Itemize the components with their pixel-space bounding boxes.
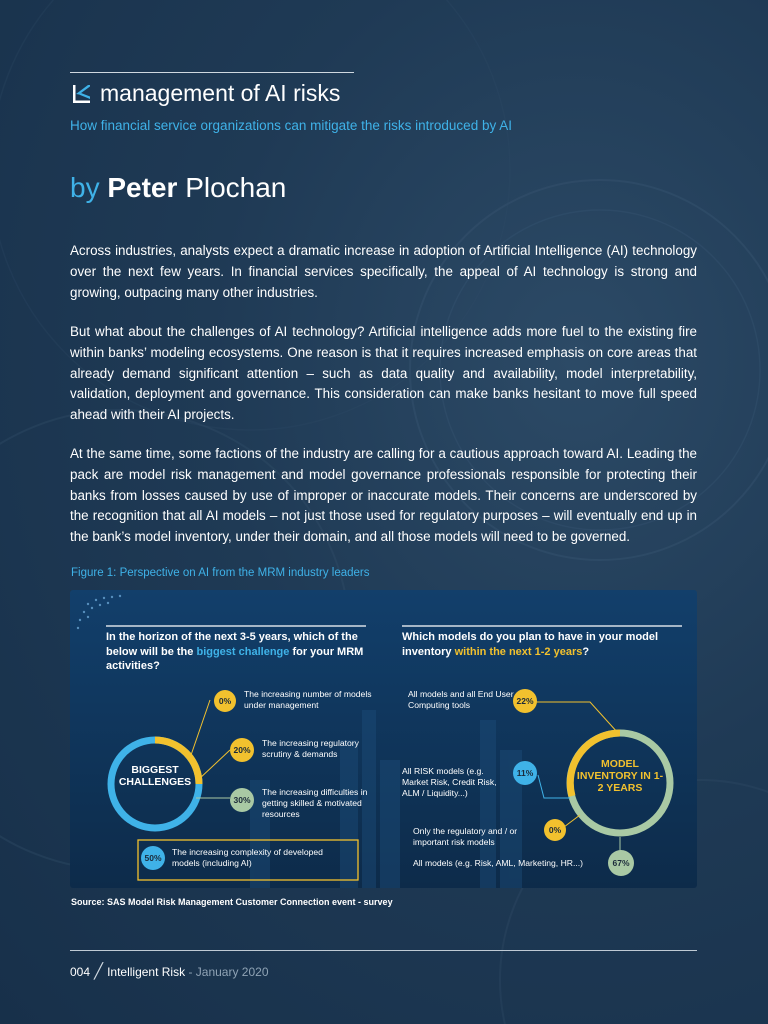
dotted-globe-decoration xyxy=(77,595,121,629)
k-logo-icon xyxy=(71,84,91,104)
option-label: The increasing complexity of developed models (including AI) xyxy=(172,847,323,868)
right-question-highlight: within the next 1-2 years xyxy=(454,645,583,658)
figure-source: Source: SAS Model Risk Management Customer Connection event - survey xyxy=(71,897,393,907)
author-first-name: Peter xyxy=(107,172,178,203)
pct-badge: 0% xyxy=(214,690,236,712)
right-question xyxy=(402,630,682,659)
pct-badge: 20% xyxy=(230,738,254,762)
header-rule xyxy=(70,72,354,73)
right-question-end: ? xyxy=(582,645,590,658)
option-label: All models (e.g. Risk, AML, Marketing, HR...) xyxy=(413,858,584,868)
model-inventory-label: MODEL INVENTORY IN 1-2 YEARS xyxy=(576,758,664,794)
option-label: The increasing difficulties in getting skilled & motivated resources xyxy=(262,787,368,819)
footer-slash: ╱ xyxy=(94,963,104,980)
article-subtitle: How financial service organizations can mitigate the risks introduced by AI xyxy=(70,118,512,133)
option-label: All models and all End User Computing tools xyxy=(408,689,514,710)
body-paragraph-2: But what about the challenges of AI technology? Artificial intelligence adds more fuel to the existing fire within banks’ modeling ecosystems. One reason is that it requires increased emphasis on core areas that already demand significant attention – such as data quality and availability, model interpretability, validation, deployment and governance. This consideration can make banks hesitant to move full speed ahead with their AI projects. xyxy=(70,324,697,423)
footer-rule xyxy=(70,950,697,951)
author-last-name: Plochan xyxy=(185,172,287,203)
pct-badge: 11% xyxy=(513,761,537,785)
left-question-highlight: biggest challenge xyxy=(196,645,290,658)
author-byline xyxy=(70,172,286,204)
right-question-text: Which models do you plan to have in your model inventory xyxy=(402,631,659,658)
page-number: 004 xyxy=(70,965,91,979)
publication-name: Intelligent Risk xyxy=(107,965,186,979)
left-question-end: for your MRM activities? xyxy=(106,645,364,672)
biggest-challenges-label: BIGGEST CHALLENGES xyxy=(118,764,192,788)
body-paragraph-1: Across industries, analysts expect a dramatic increase in adoption of Artificial Intelligence (AI) technology over the next few years. In financial services specifically, the appeal of AI technology is strong and growing, outpacing many other industries. xyxy=(70,243,697,300)
byline-by: by xyxy=(70,172,100,203)
pct-badge: 50% xyxy=(141,846,165,870)
pct-badge: 67% xyxy=(608,850,634,876)
page-footer xyxy=(70,962,269,980)
body-paragraph-3: At the same time, some factions of the industry are calling for a cautious approach toward AI. Leading the pack are model risk management and model governance professionals responsible for protecting their banks from losses caused by use of improper or inaccurate models. Their concerns are underscored by the recognition that all AI models – not just those used for regulatory purposes – will eventually end up in the bank’s model inventory, under their domain, and all those models will need to be governed. xyxy=(70,446,697,545)
pct-badge: 30% xyxy=(230,788,254,812)
option-label: The increasing number of models under management xyxy=(244,689,372,710)
figure-caption: Figure 1: Perspective on AI from the MRM industry leaders xyxy=(71,567,370,579)
option-label: All RISK models (e.g. Market Risk, Credit Risk, ALM / Liquidity...) xyxy=(402,766,497,798)
article-title: management of AI risks xyxy=(100,80,341,106)
left-question-text: In the horizon of the next 3-5 years, which of the below will be the xyxy=(106,631,358,658)
survey-infographic xyxy=(70,590,697,888)
left-question xyxy=(106,630,376,674)
pct-badge: 22% xyxy=(513,689,537,713)
option-label: Only the regulatory and / or important risk models xyxy=(413,826,518,847)
option-label: The increasing regulatory scrutiny & demands xyxy=(262,738,359,759)
pct-badge: 0% xyxy=(544,819,566,841)
publication-date: - January 2020 xyxy=(188,965,269,979)
